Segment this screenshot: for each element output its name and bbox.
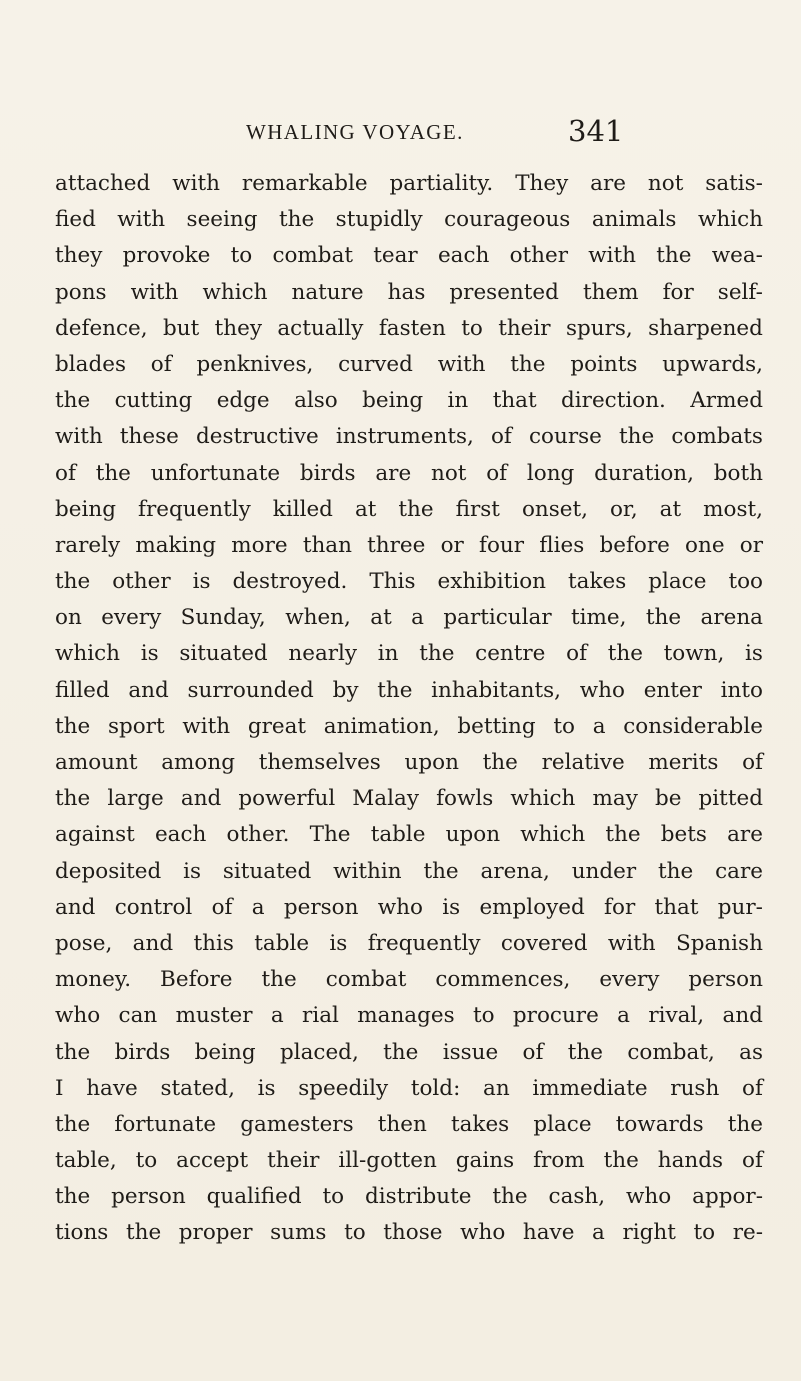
text-line: tions the proper sums to those who have a right to re- bbox=[55, 1220, 763, 1246]
text-line: attached with remarkable partiality. They are not satis- bbox=[55, 171, 763, 196]
text-line: they provoke to combat tear each other with the wea- bbox=[55, 243, 763, 269]
text-line: the birds being placed, the issue of the combat, as bbox=[55, 1039, 763, 1065]
text-line: and control of a person who is employed for that pur- bbox=[55, 894, 763, 920]
text-line: money. Before the combat commences, every person bbox=[55, 967, 763, 993]
text-line: with these destructive instruments, of course the combats bbox=[55, 424, 763, 450]
text-line: being frequently killed at the first onset, or, at most, bbox=[55, 496, 763, 522]
text-line: defence, but they actually fasten to their spurs, sharpened bbox=[55, 315, 763, 341]
body-text bbox=[55, 166, 763, 1252]
running-title: WHALING VOYAGE. bbox=[246, 120, 464, 144]
text-line: filled and surrounded by the inhabitants, who enter into bbox=[55, 677, 763, 703]
text-line: pons with which nature has presented them for self- bbox=[55, 279, 763, 305]
text-line: rarely making more than three or four flies before one or bbox=[55, 532, 763, 558]
text-line: blades of penknives, curved with the points upwards, bbox=[55, 351, 763, 377]
text-line: the person qualified to distribute the cash, who appor- bbox=[55, 1184, 763, 1210]
running-head bbox=[246, 114, 726, 154]
text-line: on every Sunday, when, at a particular time, the arena bbox=[55, 605, 763, 631]
text-line: the sport with great animation, betting to a considerable bbox=[55, 713, 763, 739]
text-line: table, to accept their ill-gotten gains from the hands of bbox=[55, 1148, 763, 1174]
text-line: who can muster a rial manages to procure a rival, and bbox=[55, 1003, 763, 1029]
text-line: the cutting edge also being in that direction. Armed bbox=[55, 388, 763, 414]
text-line: fied with seeing the stupidly courageous animals which bbox=[55, 207, 763, 233]
text-line: which is situated nearly in the centre of the town, is bbox=[55, 641, 763, 667]
text-line: I have stated, is speedily told: an immediate rush of bbox=[55, 1075, 763, 1101]
page-number: 341 bbox=[568, 114, 624, 148]
text-line: deposited is situated within the arena, under the care bbox=[55, 858, 763, 884]
text-line: against each other. The table upon which the bets are bbox=[55, 822, 763, 848]
text-line: the fortunate gamesters then takes place towards the bbox=[55, 1111, 763, 1137]
text-line: the large and powerful Malay fowls which may be pitted bbox=[55, 786, 763, 812]
text-line: the other is destroyed. This exhibition takes place too bbox=[55, 569, 763, 595]
text-line: of the unfortunate birds are not of long duration, both bbox=[55, 460, 763, 486]
text-line: amount among themselves upon the relative merits of bbox=[55, 750, 763, 775]
text-line: pose, and this table is frequently covered with Spanish bbox=[55, 930, 763, 956]
